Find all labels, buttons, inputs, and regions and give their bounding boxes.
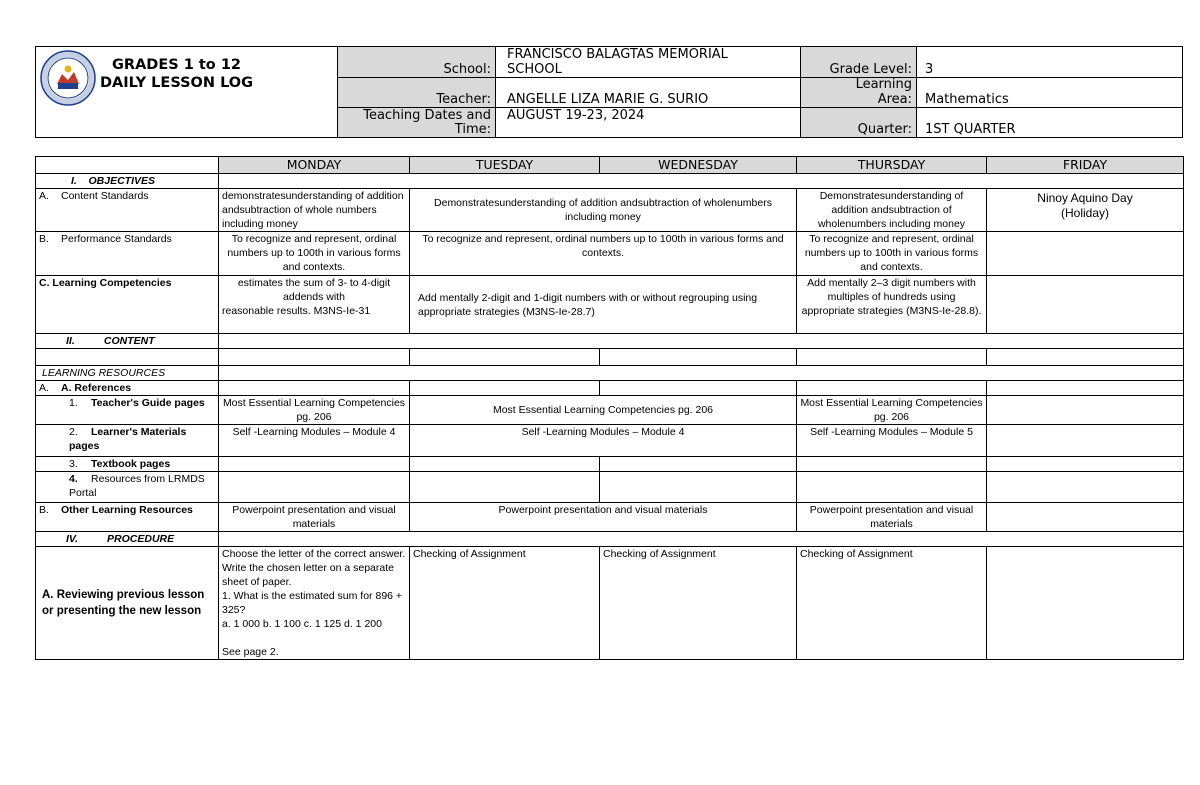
lesson-log-table xyxy=(35,156,1184,660)
olr-thursday: Powerpoint presentation and visual materials xyxy=(797,503,987,532)
lrmds-tuesday xyxy=(410,472,600,503)
teaching-dates-label-line2: Time: xyxy=(454,122,491,137)
lc-thursday: Add mentally 2–3 digit numbers with multiples of hundreds using appropriate strategies (M3NS-Ie-28.8). xyxy=(797,276,987,334)
tg-friday xyxy=(987,396,1184,425)
ps-friday xyxy=(987,232,1184,276)
tb-monday xyxy=(219,457,410,472)
objectives-row xyxy=(36,174,1184,189)
lc-friday xyxy=(987,276,1184,334)
learners-materials-label xyxy=(36,425,219,457)
performance-standards-label xyxy=(36,232,219,276)
grade-level-label: Grade Level: xyxy=(829,62,912,77)
teacher-label: Teacher: xyxy=(436,92,491,107)
day-wednesday: WEDNESDAY xyxy=(600,157,797,174)
lc-tuesday-wednesday: Add mentally 2-digit and 1-digit numbers with or without regrouping using appropriate strategies (M3NS-Ie-28.7) xyxy=(410,276,797,334)
other-resources-row xyxy=(36,503,1184,532)
references-row xyxy=(36,381,1184,396)
teacher-value: ANGELLE LIZA MARIE G. SURIO xyxy=(507,92,709,107)
grade-level-value: 3 xyxy=(925,62,934,77)
content-standards-row xyxy=(36,189,1184,232)
lrmds-text: Resources from LRMDS Portal xyxy=(69,473,205,499)
performance-standards-text: Performance Standards xyxy=(61,233,172,245)
references-text: A. References xyxy=(61,382,132,394)
learning-resources-row xyxy=(36,366,1184,381)
lm-monday: Self -Learning Modules – Module 4 xyxy=(219,425,410,457)
lm-thursday: Self -Learning Modules – Module 5 xyxy=(797,425,987,457)
ref-friday xyxy=(987,381,1184,396)
lrmds-label xyxy=(36,472,219,503)
tb-wednesday xyxy=(600,457,797,472)
ref-wednesday xyxy=(600,381,797,396)
learners-materials-text: Learner's Materials pages xyxy=(69,426,187,452)
references-label xyxy=(36,381,219,396)
cs-tuesday-wednesday: Demonstratesunderstanding of addition andsubtraction of wholenumbers including money xyxy=(410,189,797,232)
content-detail-row xyxy=(36,349,1184,366)
objectives-blank xyxy=(219,174,1184,189)
title-line-1: GRADES 1 to 12 xyxy=(112,57,241,73)
marker-b-2: B. xyxy=(39,504,49,516)
learning-competencies-label: C. Learning Competencies xyxy=(36,276,219,334)
textbook-row xyxy=(36,457,1184,472)
cs-monday: demonstratesunderstanding of addition andsubtraction of whole numbers including money xyxy=(219,189,410,232)
marker-3: 3. xyxy=(69,458,78,470)
marker-4: 4. xyxy=(69,473,78,485)
learning-resources-heading: LEARNING RESOURCES xyxy=(36,366,219,381)
quarter-label: Quarter: xyxy=(857,122,912,137)
learners-materials-row xyxy=(36,425,1184,457)
lrmds-friday xyxy=(987,472,1184,503)
content-wednesday xyxy=(600,349,797,366)
objectives-heading: I. OBJECTIVES xyxy=(36,174,219,189)
teaching-dates-value: AUGUST 19-23, 2024 xyxy=(507,108,645,123)
learning-area-value: Mathematics xyxy=(925,92,1009,107)
rev-tuesday: Checking of Assignment xyxy=(410,547,600,660)
teaching-dates-label-line1: Teaching Dates and xyxy=(363,108,491,123)
lm-tuesday-wednesday: Self -Learning Modules – Module 4 xyxy=(410,425,797,457)
rev-wednesday: Checking of Assignment xyxy=(600,547,797,660)
ref-tuesday xyxy=(410,381,600,396)
lrmds-wednesday xyxy=(600,472,797,503)
procedure-blank xyxy=(219,532,1184,547)
ref-monday xyxy=(219,381,410,396)
other-resources-text: Other Learning Resources xyxy=(61,504,193,516)
reviewing-row xyxy=(36,547,1184,660)
cs-thursday: Demonstratesunderstanding of addition andsubtraction of wholenumbers including money xyxy=(797,189,987,232)
other-resources-label xyxy=(36,503,219,532)
school-value-line1: FRANCISCO BALAGTAS MEMORIAL xyxy=(507,47,728,62)
rev-thursday: Checking of Assignment xyxy=(797,547,987,660)
day-monday: MONDAY xyxy=(219,157,410,174)
blank-corner-cell xyxy=(36,157,219,174)
learning-area-label-line2: Area: xyxy=(877,92,912,107)
teachers-guide-text: Teacher's Guide pages xyxy=(91,397,205,409)
lc-monday xyxy=(219,276,410,334)
school-value-line2: SCHOOL xyxy=(507,62,562,77)
content-thursday xyxy=(797,349,987,366)
marker-1: 1. xyxy=(69,397,78,409)
textbook-label xyxy=(36,457,219,472)
day-header-row xyxy=(36,157,1184,174)
procedure-heading: IV. PROCEDURE xyxy=(36,532,219,547)
cs-friday-holiday: Ninoy Aquino Day (Holiday) xyxy=(987,189,1184,232)
school-label: School: xyxy=(443,62,491,77)
ps-monday: To recognize and represent, ordinal numbers up to 100th in various forms and contexts. xyxy=(219,232,410,276)
lc-monday-line1: estimates the sum of 3- to 4-digit xyxy=(237,277,391,289)
header-info-grid xyxy=(35,46,1183,138)
tb-tuesday xyxy=(410,457,600,472)
day-thursday: THURSDAY xyxy=(797,157,987,174)
marker-a-2: A. xyxy=(39,382,49,394)
lrmds-row xyxy=(36,472,1184,503)
content-blank xyxy=(219,334,1184,349)
tg-tuesday-wednesday: Most Essential Learning Competencies pg. 206 xyxy=(410,396,797,425)
lc-monday-line3: reasonable results. M3NS-Ie-31 xyxy=(222,305,371,317)
tg-thursday: Most Essential Learning Competencies pg. 206 xyxy=(797,396,987,425)
tg-monday: Most Essential Learning Competencies pg. 206 xyxy=(219,396,410,425)
ps-thursday: To recognize and represent, ordinal numbers up to 100th in various forms and contexts. xyxy=(797,232,987,276)
teachers-guide-label xyxy=(36,396,219,425)
reviewing-label: A. Reviewing previous lesson or presenting the new lesson xyxy=(36,547,219,660)
content-standards-text: Content Standards xyxy=(61,190,149,202)
day-friday: FRIDAY xyxy=(987,157,1184,174)
lrmds-thursday xyxy=(797,472,987,503)
lm-friday xyxy=(987,425,1184,457)
ps-tuesday-wednesday: To recognize and represent, ordinal numbers up to 100th in various forms and contexts. xyxy=(410,232,797,276)
content-standards-label xyxy=(36,189,219,232)
marker-b: B. xyxy=(39,233,49,245)
marker-2: 2. xyxy=(69,426,78,438)
lc-monday-line2: addends with xyxy=(283,291,345,303)
content-friday xyxy=(987,349,1184,366)
teachers-guide-row xyxy=(36,396,1184,425)
learning-competencies-row xyxy=(36,276,1184,334)
content-heading: II. CONTENT xyxy=(36,334,219,349)
textbook-text: Textbook pages xyxy=(91,458,171,470)
performance-standards-row xyxy=(36,232,1184,276)
content-detail-label xyxy=(36,349,219,366)
content-row xyxy=(36,334,1184,349)
rev-friday xyxy=(987,547,1184,660)
lrmds-monday xyxy=(219,472,410,503)
quarter-value: 1ST QUARTER xyxy=(925,122,1016,137)
olr-friday xyxy=(987,503,1184,532)
content-monday xyxy=(219,349,410,366)
day-tuesday: TUESDAY xyxy=(410,157,600,174)
procedure-row xyxy=(36,532,1184,547)
tb-thursday xyxy=(797,457,987,472)
olr-monday: Powerpoint presentation and visual materials xyxy=(219,503,410,532)
marker-a: A. xyxy=(39,190,49,202)
content-tuesday xyxy=(410,349,600,366)
learning-resources-blank xyxy=(219,366,1184,381)
learning-area-label-line1: Learning xyxy=(855,77,912,92)
ref-thursday xyxy=(797,381,987,396)
olr-tuesday-wednesday: Powerpoint presentation and visual materials xyxy=(410,503,797,532)
tb-friday xyxy=(987,457,1184,472)
rev-monday: Choose the letter of the correct answer. Write the chosen letter on a separate sheet of paper. 1. What is the estimated sum for 896 + 325? a. 1 000 b. 1 100 c. 1 125 d. 1 200 See page 2. xyxy=(219,547,410,660)
title-line-2: DAILY LESSON LOG xyxy=(100,75,254,91)
